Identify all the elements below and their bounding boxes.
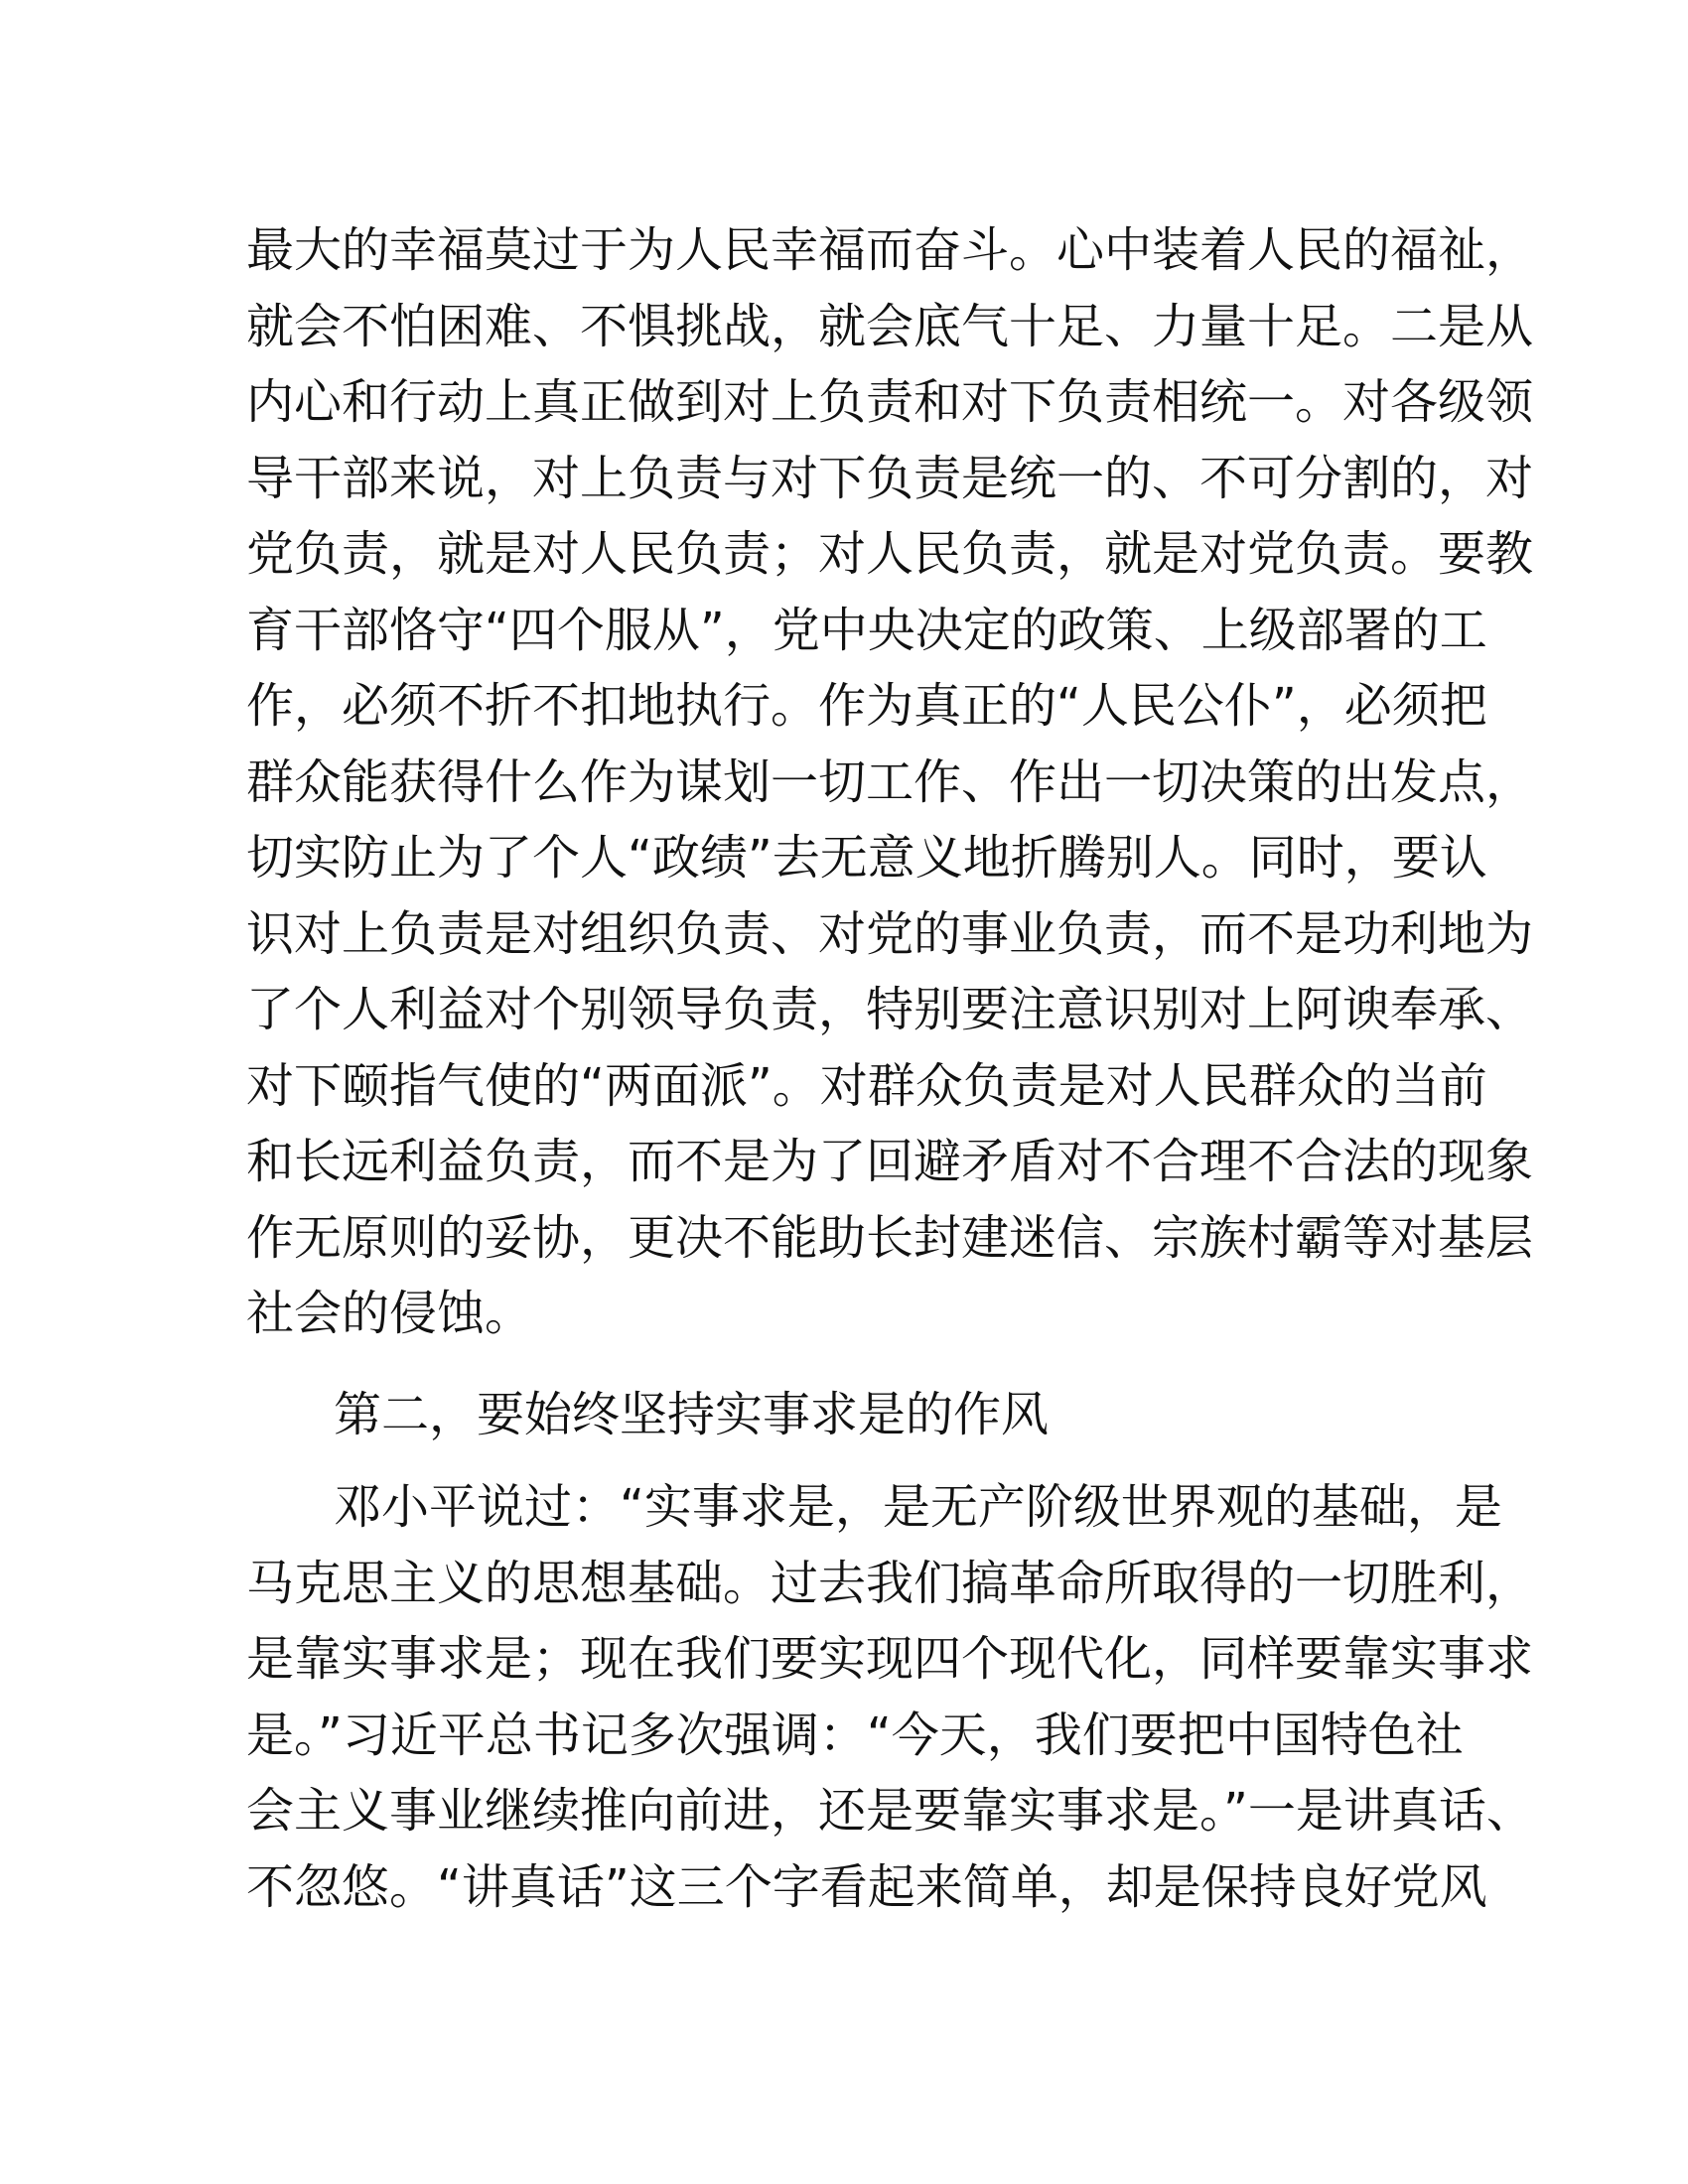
- paragraph-2: [246, 1469, 1534, 1925]
- section-heading: 第二，要始终坚持实事求是的作风: [334, 1387, 1050, 1442]
- text-line: 识对上负责是对组织负责、对党的事业负责，而不是功利地为: [246, 905, 1534, 962]
- text-line: 社会的侵蚀。: [246, 1286, 533, 1341]
- text-line: 不忽悠。“讲真话”这三个字看起来简单，却是保持良好党风: [246, 1858, 1487, 1915]
- text-line: 了个人利益对个别领导负责，特别要注意识别对上阿谀奉承、: [246, 982, 1534, 1037]
- text-line: 育干部恪守“四个服从”，党中央决定的政策、上级部署的工: [246, 602, 1487, 658]
- text-line: 内心和行动上真正做到对上负责和对下负责相统一。对各级领: [246, 374, 1534, 430]
- text-line: 最大的幸福莫过于为人民幸福而奋斗。心中装着人民的福祉，: [246, 222, 1534, 278]
- text-line: 邓小平说过：“实事求是，是无产阶级世界观的基础，是: [334, 1479, 1502, 1535]
- text-line: 是。”习近平总书记多次强调：“今天，我们要把中国特色社: [246, 1706, 1464, 1763]
- text-line: 切实防止为了个人“政绩”去无意义地折腾别人。同时，要认: [246, 830, 1487, 886]
- text-line: 作，必须不折不扣地执行。作为真正的“人民公仆”，必须把: [246, 678, 1487, 734]
- text-line: 就会不怕困难、不惧挑战，就会底气十足、力量十足。二是从: [246, 298, 1534, 354]
- text-line: 马克思主义的思想基础。过去我们搞革命所取得的一切胜利，: [246, 1555, 1534, 1611]
- text-line: 是靠实事求是；现在我们要实现四个现代化，同样要靠实事求: [246, 1631, 1534, 1687]
- paragraph-1: [246, 212, 1534, 1352]
- text-line: 导干部来说，对上负责与对下负责是统一的、不可分割的，对: [246, 450, 1534, 506]
- text-line: 党负责，就是对人民负责；对人民负责，就是对党负责。要教: [246, 526, 1534, 582]
- text-line: 和长远利益负责，而不是为了回避矛盾对不合理不合法的现象: [246, 1134, 1534, 1189]
- text-line: 对下颐指气使的“两面派”。对群众负责是对人民群众的当前: [246, 1057, 1487, 1114]
- text-line: 会主义事业继续推向前进，还是要靠实事求是。”一是讲真话、: [246, 1783, 1534, 1839]
- text-line: 作无原则的妥协，更决不能助长封建迷信、宗族村霸等对基层: [246, 1209, 1534, 1266]
- text-line: 群众能获得什么作为谋划一切工作、作出一切决策的出发点，: [246, 753, 1534, 810]
